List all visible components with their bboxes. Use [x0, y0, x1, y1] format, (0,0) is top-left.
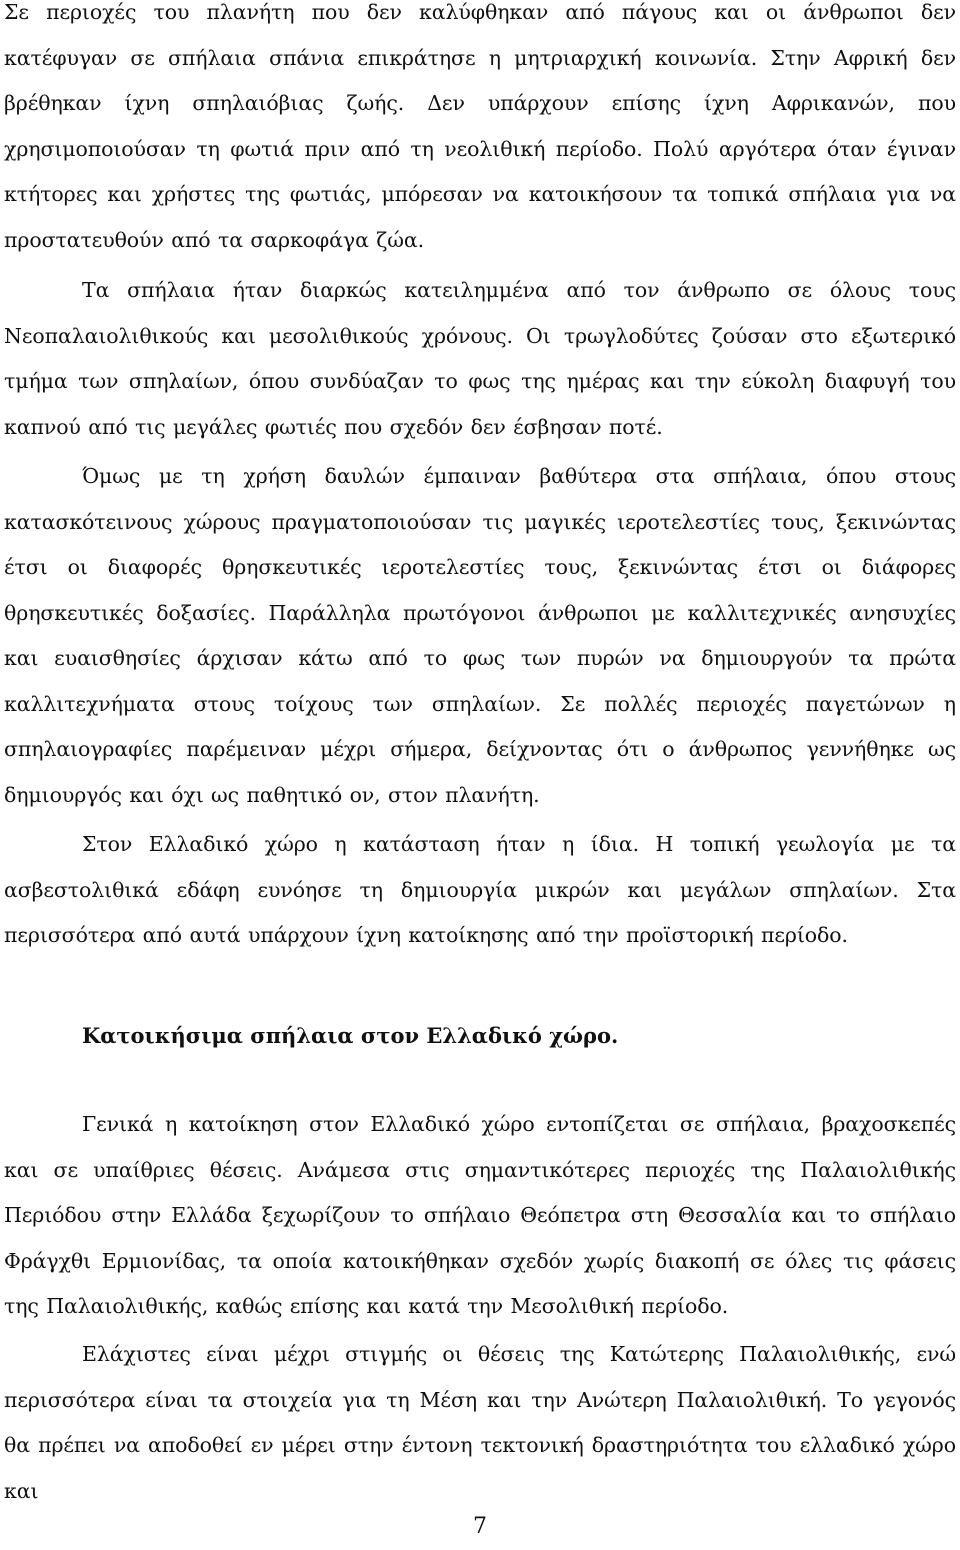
paragraph-4: Στον Ελλαδικό χώρο η κατάσταση ήταν η ίδια. Η τοπική γεωλογία με τα ασβεστολιθικά εδάφη ευνόησε τη δημιουργία μικρών και μεγάλων σπηλαίων. Στα περισσότερα από αυτά υπάρχουν ίχνη κατοίκησης από την προϊστορική περίοδο.	[4, 832, 956, 947]
section-heading: Κατοικήσιμα σπήλαια στον Ελλαδικό χώρο.	[82, 1023, 619, 1048]
paragraph-6: Ελάχιστες είναι μέχρι στιγμής οι θέσεις της Κατώτερης Παλαιολιθικής, ενώ περισσότερα είναι τα στοιχεία για τη Μέση και την Ανώτερη Παλαιολιθική. Το γεγονός θα πρέπει να αποδοθεί εν μέρει στην έντονη τεκτονική δραστηριότητα του ελλαδικό χώρο και	[4, 1342, 956, 1503]
document-page	[4, 0, 956, 1550]
paragraph-3: Όμως με τη χρήση δαυλών έμπαιναν βαθύτερα στα σπήλαια, όπου στους κατασκότεινους χώρους πραγματοποιούσαν τις μαγικές ιεροτελεστίες τους, ξεκινώντας έτσι οι διαφορές θρησκευτικές ιεροτελεστίες τους, ξεκινώντας έτσι οι διάφορες θρησκευτικές δοξασίες. Παράλληλα πρωτόγονοι άνθρωποι με καλλιτεχνικές ανησυχίες και ευαισθησίες άρχισαν κάτω από το φως των πυρών να δημιουργούν τα πρώτα καλλιτεχνήματα στους τοίχους των σπηλαίων. Σε πολλές περιοχές παγετώνων η σπηλαιογραφίες παρέμειναν μέχρι σήμερα, δείχνοντας ότι ο άνθρωπος γεννήθηκε ως δημιουργός και όχι ως παθητικό ον, στον πλανήτη.	[4, 464, 956, 807]
paragraph-2: Τα σπήλαια ήταν διαρκώς κατειλημμένα από τον άνθρωπο σε όλους τους Νεοπαλαιολιθικούς και μεσολιθικούς χρόνους. Οι τρωγλοδύτες ζούσαν στο εξωτερικό τμήμα των σπηλαίων, όπου συνδύαζαν το φως της ημέρας και την εύκολη διαφυγή του καπνού από τις μεγάλες φωτιές που σχεδόν δεν έσβησαν ποτέ.	[4, 278, 956, 439]
paragraph-5: Γενικά η κατοίκηση στον Ελλαδικό χώρο εντοπίζεται σε σπήλαια, βραχοσκεπές και σε υπαίθριες θέσεις. Ανάμεσα στις σημαντικότερες περιοχές της Παλαιολιθικής Περιόδου στην Ελλάδα ξεχωρίζουν το σπήλαιο Θεόπετρα στη Θεσσαλία και το σπήλαιο Φράγχθι Ερμιονίδας, τα οποία κατοικήθηκαν σχεδόν χωρίς διακοπή σε όλες τις φάσεις της Παλαιολιθικής, καθώς επίσης και κατά την Μεσολιθική περίοδο.	[4, 1112, 956, 1318]
paragraph-1: Σε περιοχές του πλανήτη που δεν καλύφθηκαν από πάγους και οι άνθρωποι δεν κατέφυγαν σε σπήλαια σπάνια επικράτησε η μητριαρχική κοινωνία. Στην Αφρική δεν βρέθηκαν ίχνη σπηλαιόβιας ζωής. Δεν υπάρχουν επίσης ίχνη Αφρικανών, που χρησιμοποιούσαν τη φωτιά πριν από τη νεολιθική περίοδο. Πολύ αργότερα όταν έγιναν κτήτορες και χρήστες της φωτιάς, μπόρεσαν να κατοικήσουν τα τοπικά σπήλαια για να προστατευθούν από τα σαρκοφάγα ζώα.	[4, 0, 956, 252]
page-number: 7	[473, 1514, 487, 1539]
